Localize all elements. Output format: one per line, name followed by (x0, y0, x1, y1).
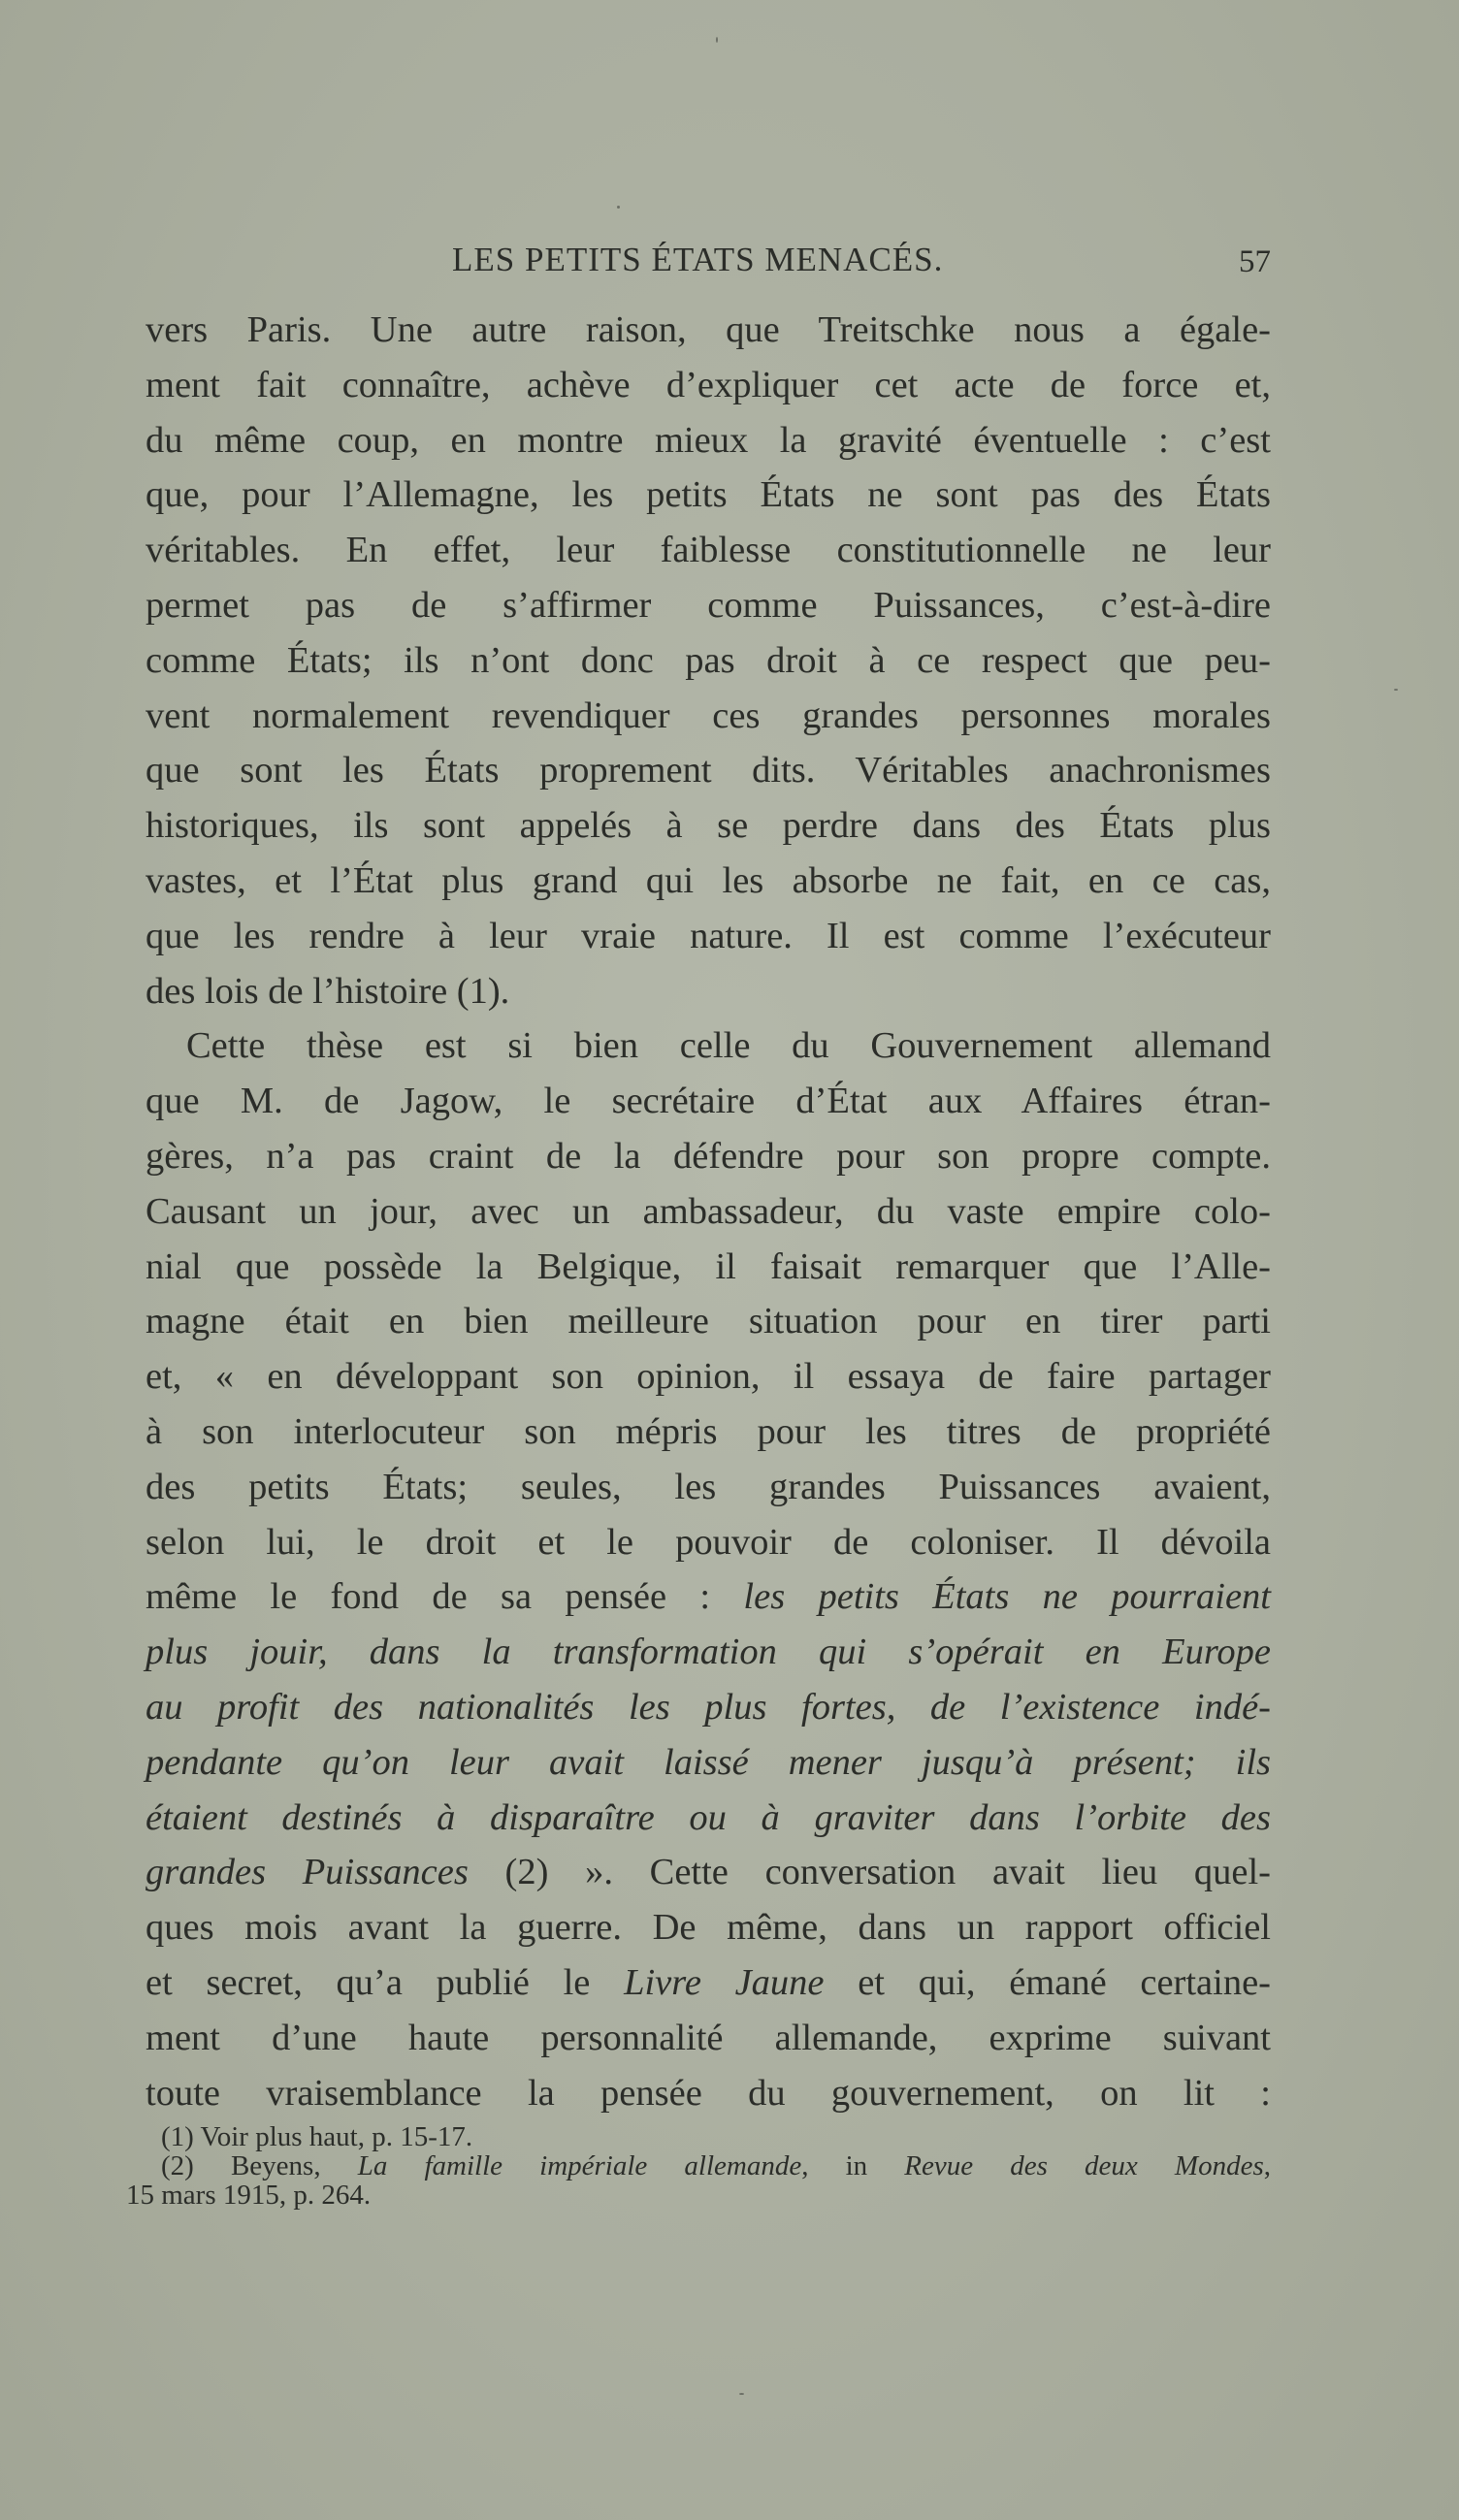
text-line: magne était en bien meilleure situation pour en tirer parti (146, 1301, 1271, 1342)
text-line: Cette thèse est si bien celle du Gouvernement allemand (186, 1025, 1271, 1067)
text-run: et qui, émané certaine- (824, 1961, 1271, 2003)
text-line: et, « en développant son opinion, il essaya de faire partager (146, 1356, 1271, 1398)
text-run: même le fond de sa pensée : (146, 1576, 744, 1618)
text-line: vers Paris. Une autre raison, que Treitschke nous a égale- (146, 309, 1271, 350)
text-line: comme États; ils n’ont donc pas droit à ce respect que peu- (146, 639, 1271, 681)
text-line: véritables. En effet, leur faiblesse constitutionnelle ne leur (146, 530, 1271, 571)
text-line: gères, n’a pas craint de la défendre pour son propre compte. (146, 1135, 1271, 1177)
body-text (146, 303, 1271, 2120)
text-line (146, 1791, 1271, 1846)
text-line (146, 1625, 1271, 1680)
italic-run: grandes Puissances (146, 1852, 469, 1893)
text-run: (2) Beyens, (161, 2150, 358, 2181)
page-number: 57 (1239, 244, 1271, 279)
running-title: LES PETITS ÉTATS MENACÉS. (452, 241, 944, 278)
italic-run: les petits États ne pourraient (743, 1576, 1271, 1618)
footnotes (126, 2121, 1271, 2211)
italic-run: au profit des nationalités les plus fortes, de l’existence indé- (146, 1686, 1271, 1728)
text-line (146, 1735, 1271, 1791)
footnote-2-continued: 15 mars 1915, p. 264. (126, 2180, 372, 2211)
text-line (146, 1569, 1271, 1625)
text-line: que, pour l’Allemagne, les petits États ne sont pas des États (146, 474, 1271, 516)
italic-run: étaient destinés à disparaître ou à graviter dans l’orbite des (146, 1796, 1271, 1838)
paper-speck (739, 2393, 744, 2395)
text-line: ment fait connaître, achève d’expliquer cet acte de force et, (146, 364, 1271, 405)
text-run: , (1263, 2150, 1271, 2181)
text-run: et secret, qu’a publié le (146, 1961, 625, 2003)
text-line: que les rendre à leur vraie nature. Il est comme l’exécuteur (146, 915, 1271, 956)
text-line: historiques, ils sont appelés à se perdre dans des États plus (146, 805, 1271, 847)
text-line: que sont les États proprement dits. Véritables anachronismes (146, 750, 1271, 792)
text-line: du même coup, en montre mieux la gravité éventuelle : c’est (146, 419, 1271, 461)
text-line (146, 1680, 1271, 1735)
italic-run: Revue des deux Mondes (904, 2150, 1264, 2181)
text-line: nial que possède la Belgique, il faisait remarquer que l’Alle- (146, 1245, 1271, 1287)
footnote-1: (1) Voir plus haut, p. 15-17. (161, 2121, 473, 2152)
text-line: toute vraisemblance la pensée du gouvernement, on lit : (146, 2072, 1271, 2114)
text-line: vent normalement revendiquer ces grandes personnes morales (146, 695, 1271, 736)
text-line (146, 1955, 1271, 2011)
text-line: des petits États; seules, les grandes Puissances avaient, (146, 1466, 1271, 1507)
running-head (146, 241, 1271, 289)
italic-run: plus jouir, dans la transformation qui s’opérait en Europe (146, 1632, 1271, 1673)
text-line: selon lui, le droit et le pouvoir de coloniser. Il dévoila (146, 1521, 1271, 1563)
text-line: vastes, et l’État plus grand qui les absorbe ne fait, en ce cas, (146, 859, 1271, 901)
text-run: , in (801, 2150, 905, 2181)
text-line: des lois de l’histoire (1). (146, 970, 510, 1012)
paper-speck (716, 37, 718, 43)
text-line: ment d’une haute personnalité allemande, exprime suivant (146, 2017, 1271, 2058)
footnote-2 (146, 2151, 1271, 2181)
text-line: permet pas de s’affirmer comme Puissances, c’est-à-dire (146, 584, 1271, 626)
paper-speck (1394, 689, 1398, 691)
text-run: (2) ». Cette conversation avait lieu quel- (468, 1852, 1271, 1893)
text-line: Causant un jour, avec un ambassadeur, du vaste empire colo- (146, 1190, 1271, 1232)
paper-speck (617, 206, 620, 209)
text-line: que M. de Jagow, le secrétaire d’État aux Affaires étran- (146, 1081, 1271, 1122)
text-line (146, 1845, 1271, 1900)
text-line: ques mois avant la guerre. De même, dans un rapport officiel (146, 1907, 1271, 1949)
italic-run: La famille impériale allemande (357, 2150, 802, 2181)
italic-run: pendante qu’on leur avait laissé mener jusqu’à présent; ils (146, 1741, 1271, 1783)
italic-run: Livre Jaune (624, 1961, 825, 2003)
text-line: à son interlocuteur son mépris pour les titres de propriété (146, 1410, 1271, 1452)
